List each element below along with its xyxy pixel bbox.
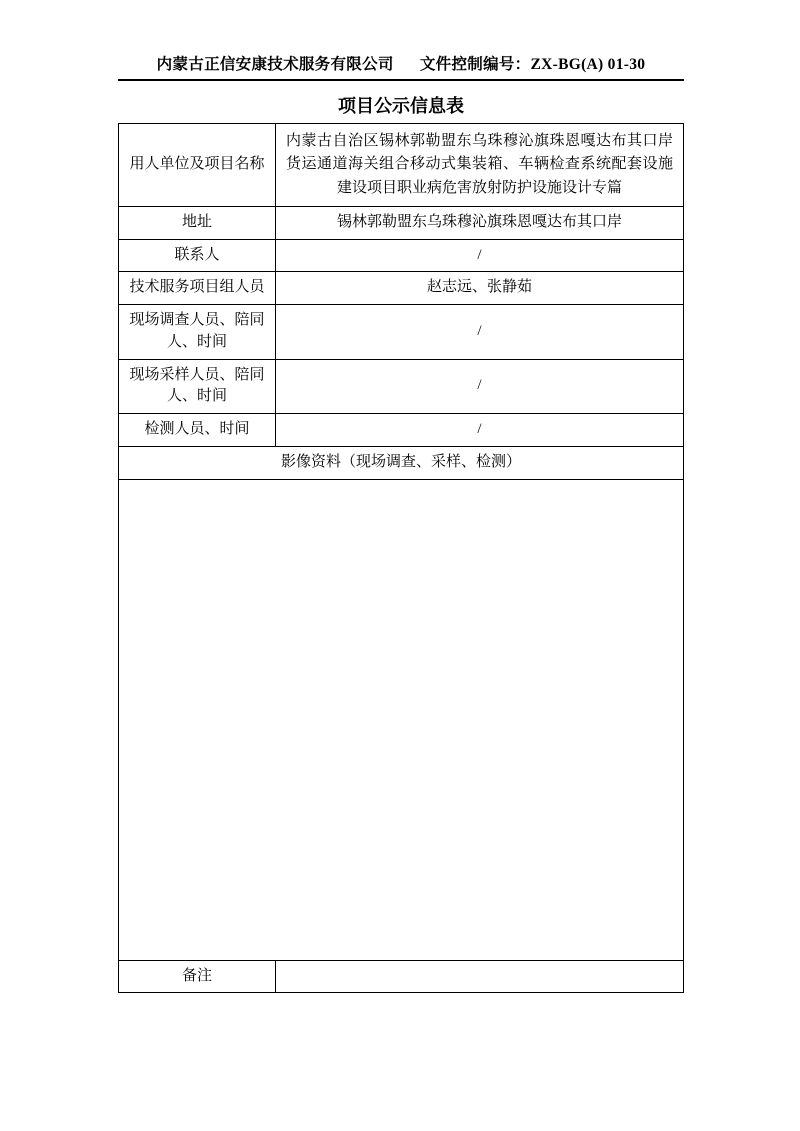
page-title: 项目公示信息表 — [338, 96, 464, 116]
row-value-remark — [276, 960, 684, 993]
header-divider — [118, 79, 684, 81]
row-label-testing: 检测人员、时间 — [119, 414, 276, 447]
table-row — [119, 206, 684, 239]
table-row — [119, 124, 684, 207]
media-section-content — [119, 479, 684, 960]
row-label-address: 地址 — [119, 206, 276, 239]
table-row — [119, 414, 684, 447]
table-row-media-body — [119, 479, 684, 960]
table-row — [119, 305, 684, 360]
row-label-team-members: 技术服务项目组人员 — [119, 272, 276, 305]
row-label-site-sampling: 现场采样人员、陪同人、时间 — [119, 359, 276, 414]
row-value-site-sampling: / — [276, 359, 684, 414]
row-value-contact: / — [276, 239, 684, 272]
row-label-contact: 联系人 — [119, 239, 276, 272]
row-value-testing: / — [276, 414, 684, 447]
table-row — [119, 272, 684, 305]
table-row-remark — [119, 960, 684, 993]
row-label-remark: 备注 — [119, 960, 276, 993]
table-row — [119, 359, 684, 414]
row-value-address: 锡林郭勒盟东乌珠穆沁旗珠恩嘎达布其口岸 — [276, 206, 684, 239]
row-label-site-survey: 现场调查人员、陪同人、时间 — [119, 305, 276, 360]
row-value-team-members: 赵志远、张静茹 — [276, 272, 684, 305]
company-name: 内蒙古正信安康技术服务有限公司 — [156, 56, 394, 73]
table-row-media-header — [119, 446, 684, 479]
media-section-title: 影像资料（现场调查、采样、检测） — [119, 446, 684, 479]
document-header — [118, 52, 684, 74]
row-value-site-survey: / — [276, 305, 684, 360]
row-label-employer-project: 用人单位及项目名称 — [119, 124, 276, 207]
project-info-table — [118, 123, 684, 993]
document-control-number: 文件控制编号：ZX-BG(A) 01-30 — [419, 56, 646, 73]
table-row — [119, 239, 684, 272]
row-value-employer-project: 内蒙古自治区锡林郭勒盟东乌珠穆沁旗珠恩嘎达布其口岸货运通道海关组合移动式集装箱、车辆检查系统配套设施建设项目职业病危害放射防护设施设计专篇 — [276, 124, 684, 207]
